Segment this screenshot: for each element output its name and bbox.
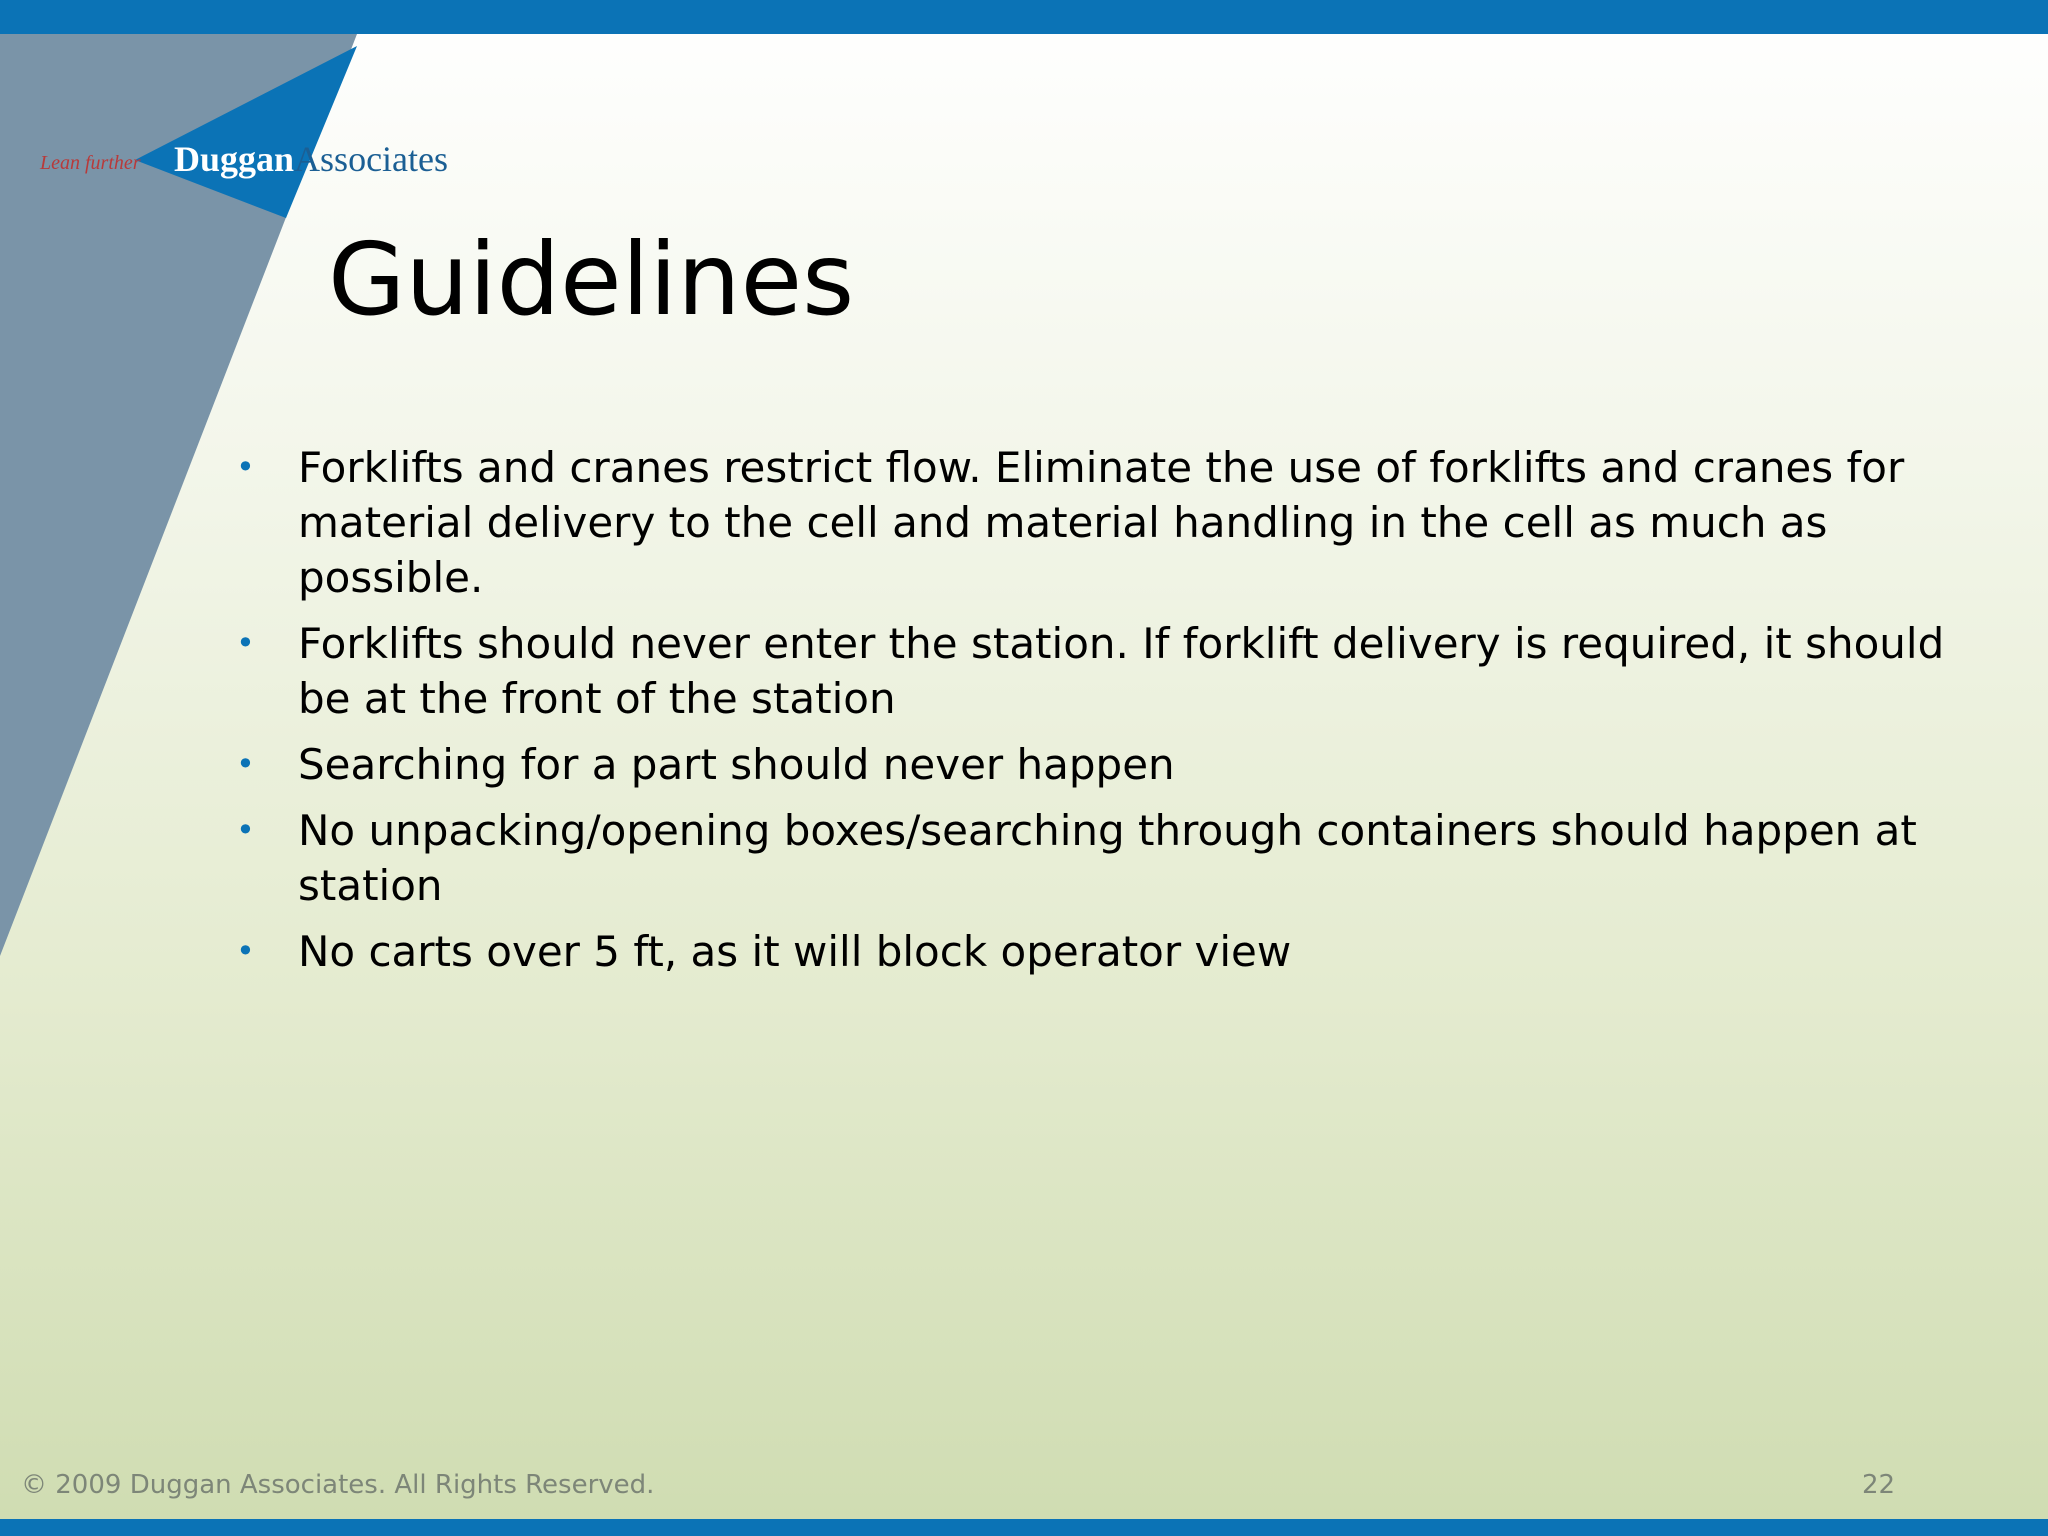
bullet-icon: • xyxy=(236,624,255,662)
slide-title: Guidelines xyxy=(328,221,855,338)
duggan-associates-logo xyxy=(40,138,500,188)
bullet-icon: • xyxy=(236,448,255,486)
bullet-icon: • xyxy=(236,745,255,783)
bullet-item xyxy=(236,803,1976,913)
bullet-item xyxy=(236,440,1976,605)
bullet-item xyxy=(236,616,1976,726)
slide-page-number: 22 xyxy=(1862,1470,1896,1500)
bullet-text: No carts over 5 ft, as it will block operator view xyxy=(298,927,1292,976)
logo-tagline: Lean further xyxy=(40,152,141,174)
footer-copyright: © 2009 Duggan Associates. All Rights Reserved. xyxy=(21,1470,655,1500)
bullet-text: Searching for a part should never happen xyxy=(298,740,1175,789)
bullet-icon: • xyxy=(236,932,255,970)
logo-wordmark xyxy=(174,138,448,180)
bullet-text: No unpacking/opening boxes/searching through containers should happen at station xyxy=(298,806,1917,910)
bullet-text: Forklifts and cranes restrict flow. Eliminate the use of forklifts and cranes for material delivery to the cell and material handling in the cell as much as possible. xyxy=(298,443,1905,602)
bottom-accent-bar xyxy=(0,1519,2048,1536)
bullet-icon: • xyxy=(236,811,255,849)
logo-wordmark-associates: Associates xyxy=(294,139,449,179)
bullet-text: Forklifts should never enter the station. If forklift delivery is required, it should be at the front of the station xyxy=(298,619,1945,723)
bullet-item xyxy=(236,924,1976,979)
bullet-item xyxy=(236,737,1976,792)
logo-wordmark-duggan: Duggan xyxy=(174,139,295,179)
bullet-list xyxy=(236,440,1976,990)
